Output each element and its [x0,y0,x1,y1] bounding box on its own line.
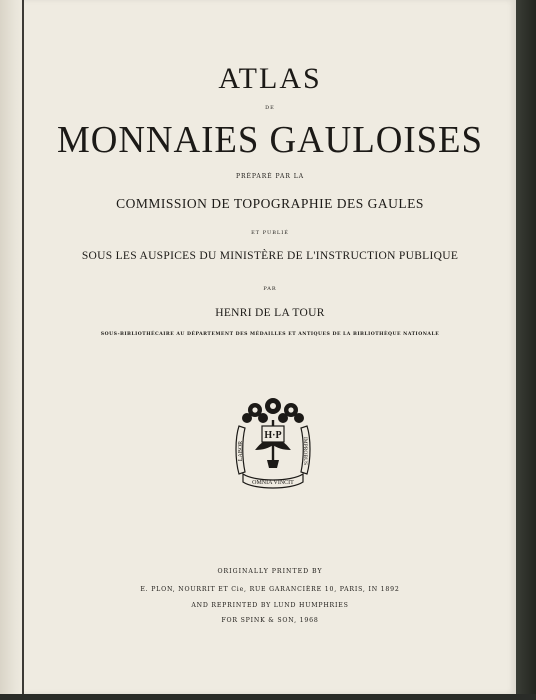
subtitle-auspices: SOUS LES AUSPICES DU MINISTÈRE DE L'INSTRUCTION PUBLIQUE [81,250,459,262]
imprint-line-1: ORIGINALLY PRINTED BY [217,568,323,575]
page-binding [0,0,24,694]
title-atlas: ATLAS [218,62,322,95]
subtitle-et-publie: ET PUBLIÉ [251,230,289,236]
emblem-right-motto: IMPROBUS [302,436,308,466]
title-de: DE [265,105,275,111]
author-name: HENRI DE LA TOUR [215,307,325,319]
book-cover-edge [516,0,536,700]
emblem-left-motto: LABOR [238,440,244,462]
author-role: SOUS-BIBLIOTHÉCAIRE AU DÉPARTEMENT DES MÉDAILLES ET ANTIQUES DE LA BIBLIOTHÈQUE NATIONALE [100,332,440,337]
title-monnaies-gauloises: MONNAIES GAULOISES [56,119,484,161]
imprint-line-3: AND REPRINTED BY LUND HUMPHRIES [191,602,349,609]
imprint-line-4: FOR SPINK & SON, 1968 [221,617,319,624]
printers-mark-emblem [233,398,313,490]
subtitle-par: PAR [263,286,277,292]
subtitle-commission: COMMISSION DE TOPOGRAPHIE DES GAULES [116,196,424,211]
emblem-monogram: H·P [264,430,282,441]
imprint-line-2: E. PLON, NOURRIT ET Cie, RUE GARANCIÈRE 10, PARIS, IN 1892 [140,586,400,593]
emblem-bottom-motto: OMNIA VINCIT [252,480,294,486]
book-bottom-edge [0,694,536,700]
subtitle-prepare-par-la: PRÉPARÉ PAR LA [235,173,305,180]
